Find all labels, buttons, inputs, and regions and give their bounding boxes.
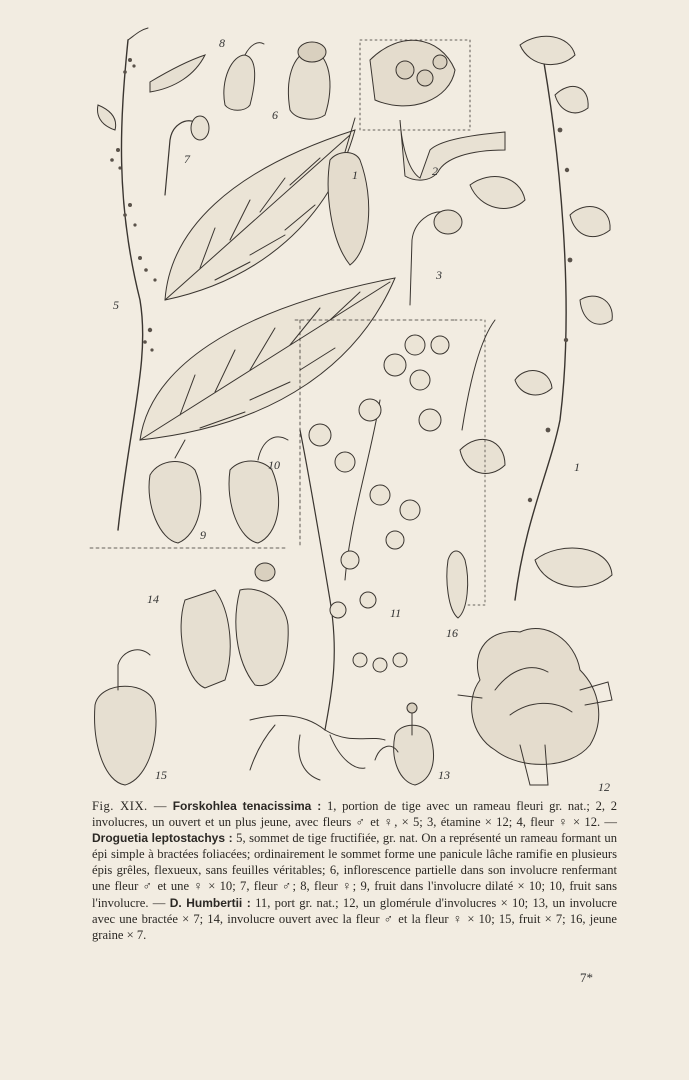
fig15-fruit bbox=[95, 650, 156, 785]
fig13-involucre bbox=[375, 703, 434, 785]
species-droguetia: Droguetia leptostachys : bbox=[92, 831, 233, 846]
panel-label-5: 5 bbox=[113, 298, 119, 312]
panel-label-15: 15 bbox=[155, 768, 167, 782]
panel-label-4: 1 bbox=[352, 168, 358, 182]
fig11-humbertii bbox=[300, 335, 449, 730]
panel-label-16: 16 bbox=[446, 626, 458, 640]
caption-text-1: 1, portion de tige avec un rameau fleuri gr. nat.; 2, 2 involucres, un ouvert et un plus jeune, avec fleurs ♂ et ♀, × 5; 3, étamine × 12; 4, fleur ♀ × 12. — bbox=[92, 799, 618, 830]
panel-label-14: 14 bbox=[147, 592, 159, 606]
fig2-involucres bbox=[360, 40, 505, 180]
panel-label-2: 2 bbox=[432, 164, 438, 178]
fig11-roots bbox=[250, 716, 385, 780]
species-humbertii: D. Humbertii : bbox=[169, 895, 251, 910]
panel-label-6: 6 bbox=[272, 108, 278, 122]
panel-label-13: 13 bbox=[438, 768, 450, 782]
page-number: 7* bbox=[580, 970, 593, 985]
fig14-involucre bbox=[181, 563, 288, 688]
figure-label: Fig. XIX. — bbox=[92, 799, 167, 813]
fig9-10-fruits bbox=[149, 437, 288, 543]
panel-label-3: 3 bbox=[436, 268, 442, 282]
figure-caption bbox=[92, 798, 617, 943]
caption-text-2: 5, sommet de tige fructifiée, gr. nat. On a représenté un rameau formant un épi simple à bractées foliacées; ordinairement le sommet forme une panicule lâche ramifie en plusieurs épis grêles, flexueux, sans feuilles véritables; 6, inflorescence partielle dans son involucre renfermant une fleur ♂ et une ♀ × 10; 7, fleur ♂; 8, fleur ♀; 9, fruit dans l'involucre dilaté × 10; 10, fruit sans l'involucre. — bbox=[92, 831, 618, 910]
panel-label-11: 11 bbox=[390, 606, 402, 620]
fig12-glomerule bbox=[458, 628, 612, 785]
caption-text-3: 11, port gr. nat.; 12, un glomérule d'involucres × 10; 13, un involucre avec une bractée × 7; 14, involucre ouvert avec la fleur ♂ et la fleur ♀ × 10; 15, fruit × 7; 16, jeune graine × 7. bbox=[92, 895, 617, 942]
fig16-seed bbox=[447, 551, 468, 618]
panel-label-10: 10 bbox=[268, 458, 280, 472]
panel-label-7: 7 bbox=[184, 152, 190, 166]
panel-label-1: 1 bbox=[574, 460, 580, 474]
fig1-forskohlea bbox=[455, 36, 612, 605]
species-forskohlea: Forskohlea tenacissima : bbox=[172, 799, 322, 813]
panel-label-8: 8 bbox=[219, 36, 225, 50]
panel-label-9: 9 bbox=[200, 528, 206, 542]
panel-label-12: 12 bbox=[598, 780, 610, 794]
